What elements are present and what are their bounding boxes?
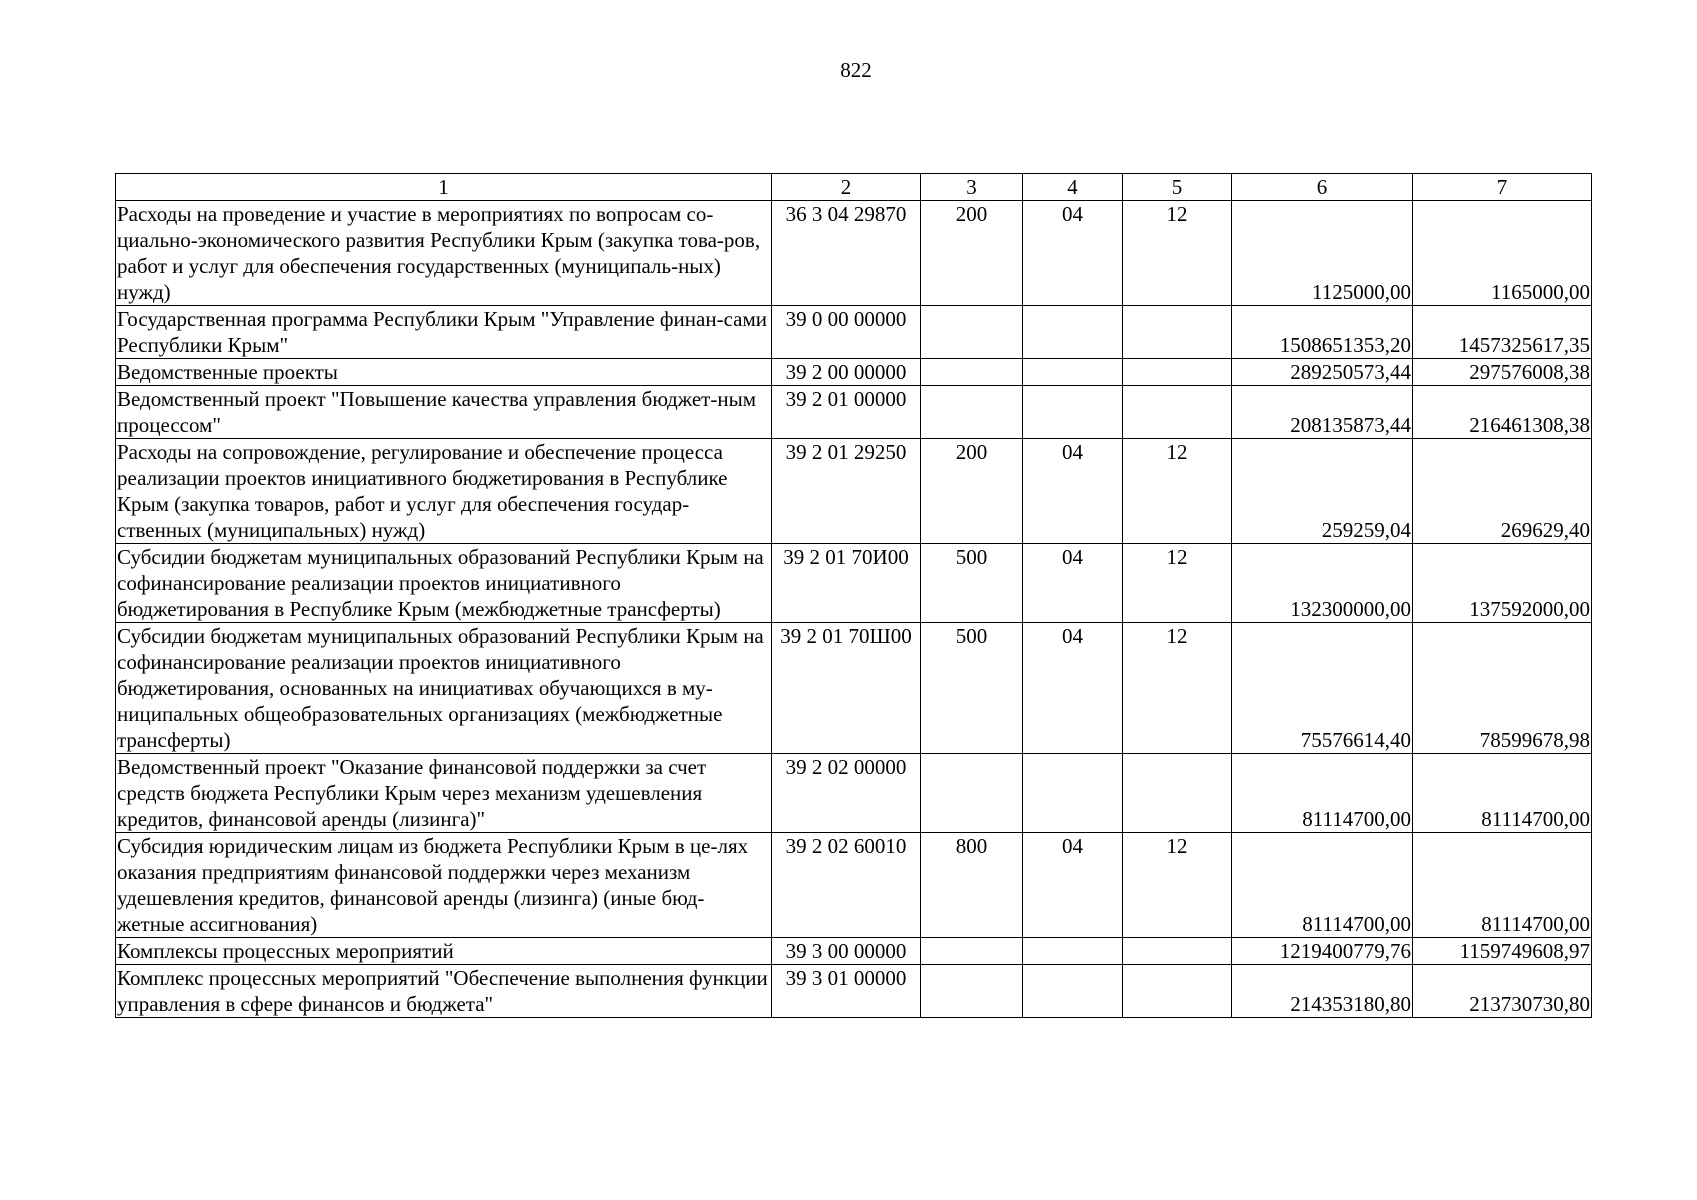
row-target-article-code: 39 3 01 00000 <box>772 965 921 1018</box>
table-row <box>116 965 1592 1018</box>
row-subsection-code: 12 <box>1123 201 1232 306</box>
row-expense-type-code <box>921 754 1023 833</box>
row-target-article-code: 39 2 01 00000 <box>772 386 921 439</box>
row-subsection-code: 12 <box>1123 439 1232 544</box>
row-description: Субсидии бюджетам муниципальных образований Республики Крым на софинансирование реализации проектов инициативного бюджетирования в Республике Крым (межбюджетные трансферты) <box>116 544 772 623</box>
row-amount-year2: 78599678,98 <box>1413 623 1592 754</box>
row-target-article-code: 39 2 02 60010 <box>772 833 921 938</box>
row-target-article-code: 39 3 00 00000 <box>772 938 921 965</box>
row-expense-type-code: 500 <box>921 544 1023 623</box>
row-subsection-code <box>1123 938 1232 965</box>
row-section-code <box>1023 359 1123 386</box>
row-subsection-code <box>1123 386 1232 439</box>
row-expense-type-code: 800 <box>921 833 1023 938</box>
row-amount-year2: 269629,40 <box>1413 439 1592 544</box>
row-expense-type-code <box>921 965 1023 1018</box>
row-subsection-code: 12 <box>1123 623 1232 754</box>
row-description: Ведомственный проект "Повышение качества управления бюджет-ным процессом" <box>116 386 772 439</box>
row-amount-year1: 132300000,00 <box>1232 544 1413 623</box>
header-cell-1: 1 <box>116 174 772 201</box>
row-section-code <box>1023 386 1123 439</box>
row-section-code: 04 <box>1023 833 1123 938</box>
row-section-code: 04 <box>1023 201 1123 306</box>
header-cell-3: 3 <box>921 174 1023 201</box>
row-amount-year2: 1165000,00 <box>1413 201 1592 306</box>
row-amount-year1: 1125000,00 <box>1232 201 1413 306</box>
row-subsection-code <box>1123 965 1232 1018</box>
table-row <box>116 386 1592 439</box>
table-row <box>116 938 1592 965</box>
row-amount-year1: 81114700,00 <box>1232 754 1413 833</box>
row-description: Расходы на проведение и участие в мероприятиях по вопросам со-циально-экономического развития Республики Крым (закупка това-ров, работ и услуг для обеспечения государственных (муниципаль-ных) нужд) <box>116 201 772 306</box>
header-cell-2: 2 <box>772 174 921 201</box>
row-amount-year1: 259259,04 <box>1232 439 1413 544</box>
row-amount-year1: 1508651353,20 <box>1232 306 1413 359</box>
row-description: Комплекс процессных мероприятий "Обеспечение выполнения функции управления в сфере финансов и бюджета" <box>116 965 772 1018</box>
row-description: Субсидия юридическим лицам из бюджета Республики Крым в це-лях оказания предприятиям финансовой поддержки через механизм удешевления кредитов, финансовой аренды (лизинга) (иные бюд-жетные ассигнования) <box>116 833 772 938</box>
row-subsection-code: 12 <box>1123 833 1232 938</box>
row-expense-type-code <box>921 359 1023 386</box>
row-amount-year2: 137592000,00 <box>1413 544 1592 623</box>
table-row <box>116 306 1592 359</box>
row-amount-year2: 81114700,00 <box>1413 833 1592 938</box>
row-section-code <box>1023 754 1123 833</box>
row-expense-type-code <box>921 386 1023 439</box>
row-section-code <box>1023 306 1123 359</box>
page-number: 822 <box>840 58 872 82</box>
row-section-code: 04 <box>1023 623 1123 754</box>
row-subsection-code <box>1123 359 1232 386</box>
row-amount-year2: 213730730,80 <box>1413 965 1592 1018</box>
table-row <box>116 544 1592 623</box>
row-target-article-code: 39 2 01 70Ш00 <box>772 623 921 754</box>
row-section-code <box>1023 938 1123 965</box>
row-description: Расходы на сопровождение, регулирование и обеспечение процесса реализации проектов инициативного бюджетирования в Республике Крым (закупка товаров, работ и услуг для обеспечения государ-ственных (муниципальных) нужд) <box>116 439 772 544</box>
row-target-article-code: 39 2 02 00000 <box>772 754 921 833</box>
row-target-article-code: 36 3 04 29870 <box>772 201 921 306</box>
row-description: Комплексы процессных мероприятий <box>116 938 772 965</box>
header-cell-4: 4 <box>1023 174 1123 201</box>
table-header-row <box>116 174 1592 201</box>
row-section-code <box>1023 965 1123 1018</box>
table-row <box>116 439 1592 544</box>
row-amount-year1: 75576614,40 <box>1232 623 1413 754</box>
row-description: Государственная программа Республики Крым "Управление финан-сами Республики Крым" <box>116 306 772 359</box>
table-row <box>116 754 1592 833</box>
row-amount-year2: 216461308,38 <box>1413 386 1592 439</box>
row-amount-year2: 1457325617,35 <box>1413 306 1592 359</box>
row-description: Ведомственные проекты <box>116 359 772 386</box>
table-row <box>116 359 1592 386</box>
row-amount-year2: 1159749608,97 <box>1413 938 1592 965</box>
row-amount-year1: 289250573,44 <box>1232 359 1413 386</box>
row-target-article-code: 39 2 01 70И00 <box>772 544 921 623</box>
row-target-article-code: 39 2 01 29250 <box>772 439 921 544</box>
table-row <box>116 623 1592 754</box>
row-expense-type-code <box>921 938 1023 965</box>
table-row <box>116 833 1592 938</box>
row-target-article-code: 39 0 00 00000 <box>772 306 921 359</box>
row-expense-type-code <box>921 306 1023 359</box>
row-expense-type-code: 500 <box>921 623 1023 754</box>
row-description: Субсидии бюджетам муниципальных образований Республики Крым на софинансирование реализации проектов инициативного бюджетирования, основанных на инициативах обучающихся в му-ниципальных общеобразовательных организациях (межбюджетные трансферты) <box>116 623 772 754</box>
header-cell-6: 6 <box>1232 174 1413 201</box>
row-subsection-code <box>1123 754 1232 833</box>
row-amount-year1: 1219400779,76 <box>1232 938 1413 965</box>
row-subsection-code <box>1123 306 1232 359</box>
row-target-article-code: 39 2 00 00000 <box>772 359 921 386</box>
table-row <box>116 201 1592 306</box>
budget-table <box>115 173 1592 1018</box>
row-expense-type-code: 200 <box>921 201 1023 306</box>
row-amount-year1: 81114700,00 <box>1232 833 1413 938</box>
row-amount-year1: 214353180,80 <box>1232 965 1413 1018</box>
row-description: Ведомственный проект "Оказание финансовой поддержки за счет средств бюджета Республики Крым через механизм удешевления кредитов, финансовой аренды (лизинга)" <box>116 754 772 833</box>
header-cell-7: 7 <box>1413 174 1592 201</box>
row-amount-year2: 81114700,00 <box>1413 754 1592 833</box>
header-cell-5: 5 <box>1123 174 1232 201</box>
row-subsection-code: 12 <box>1123 544 1232 623</box>
row-expense-type-code: 200 <box>921 439 1023 544</box>
row-amount-year2: 297576008,38 <box>1413 359 1592 386</box>
row-section-code: 04 <box>1023 544 1123 623</box>
row-section-code: 04 <box>1023 439 1123 544</box>
row-amount-year1: 208135873,44 <box>1232 386 1413 439</box>
